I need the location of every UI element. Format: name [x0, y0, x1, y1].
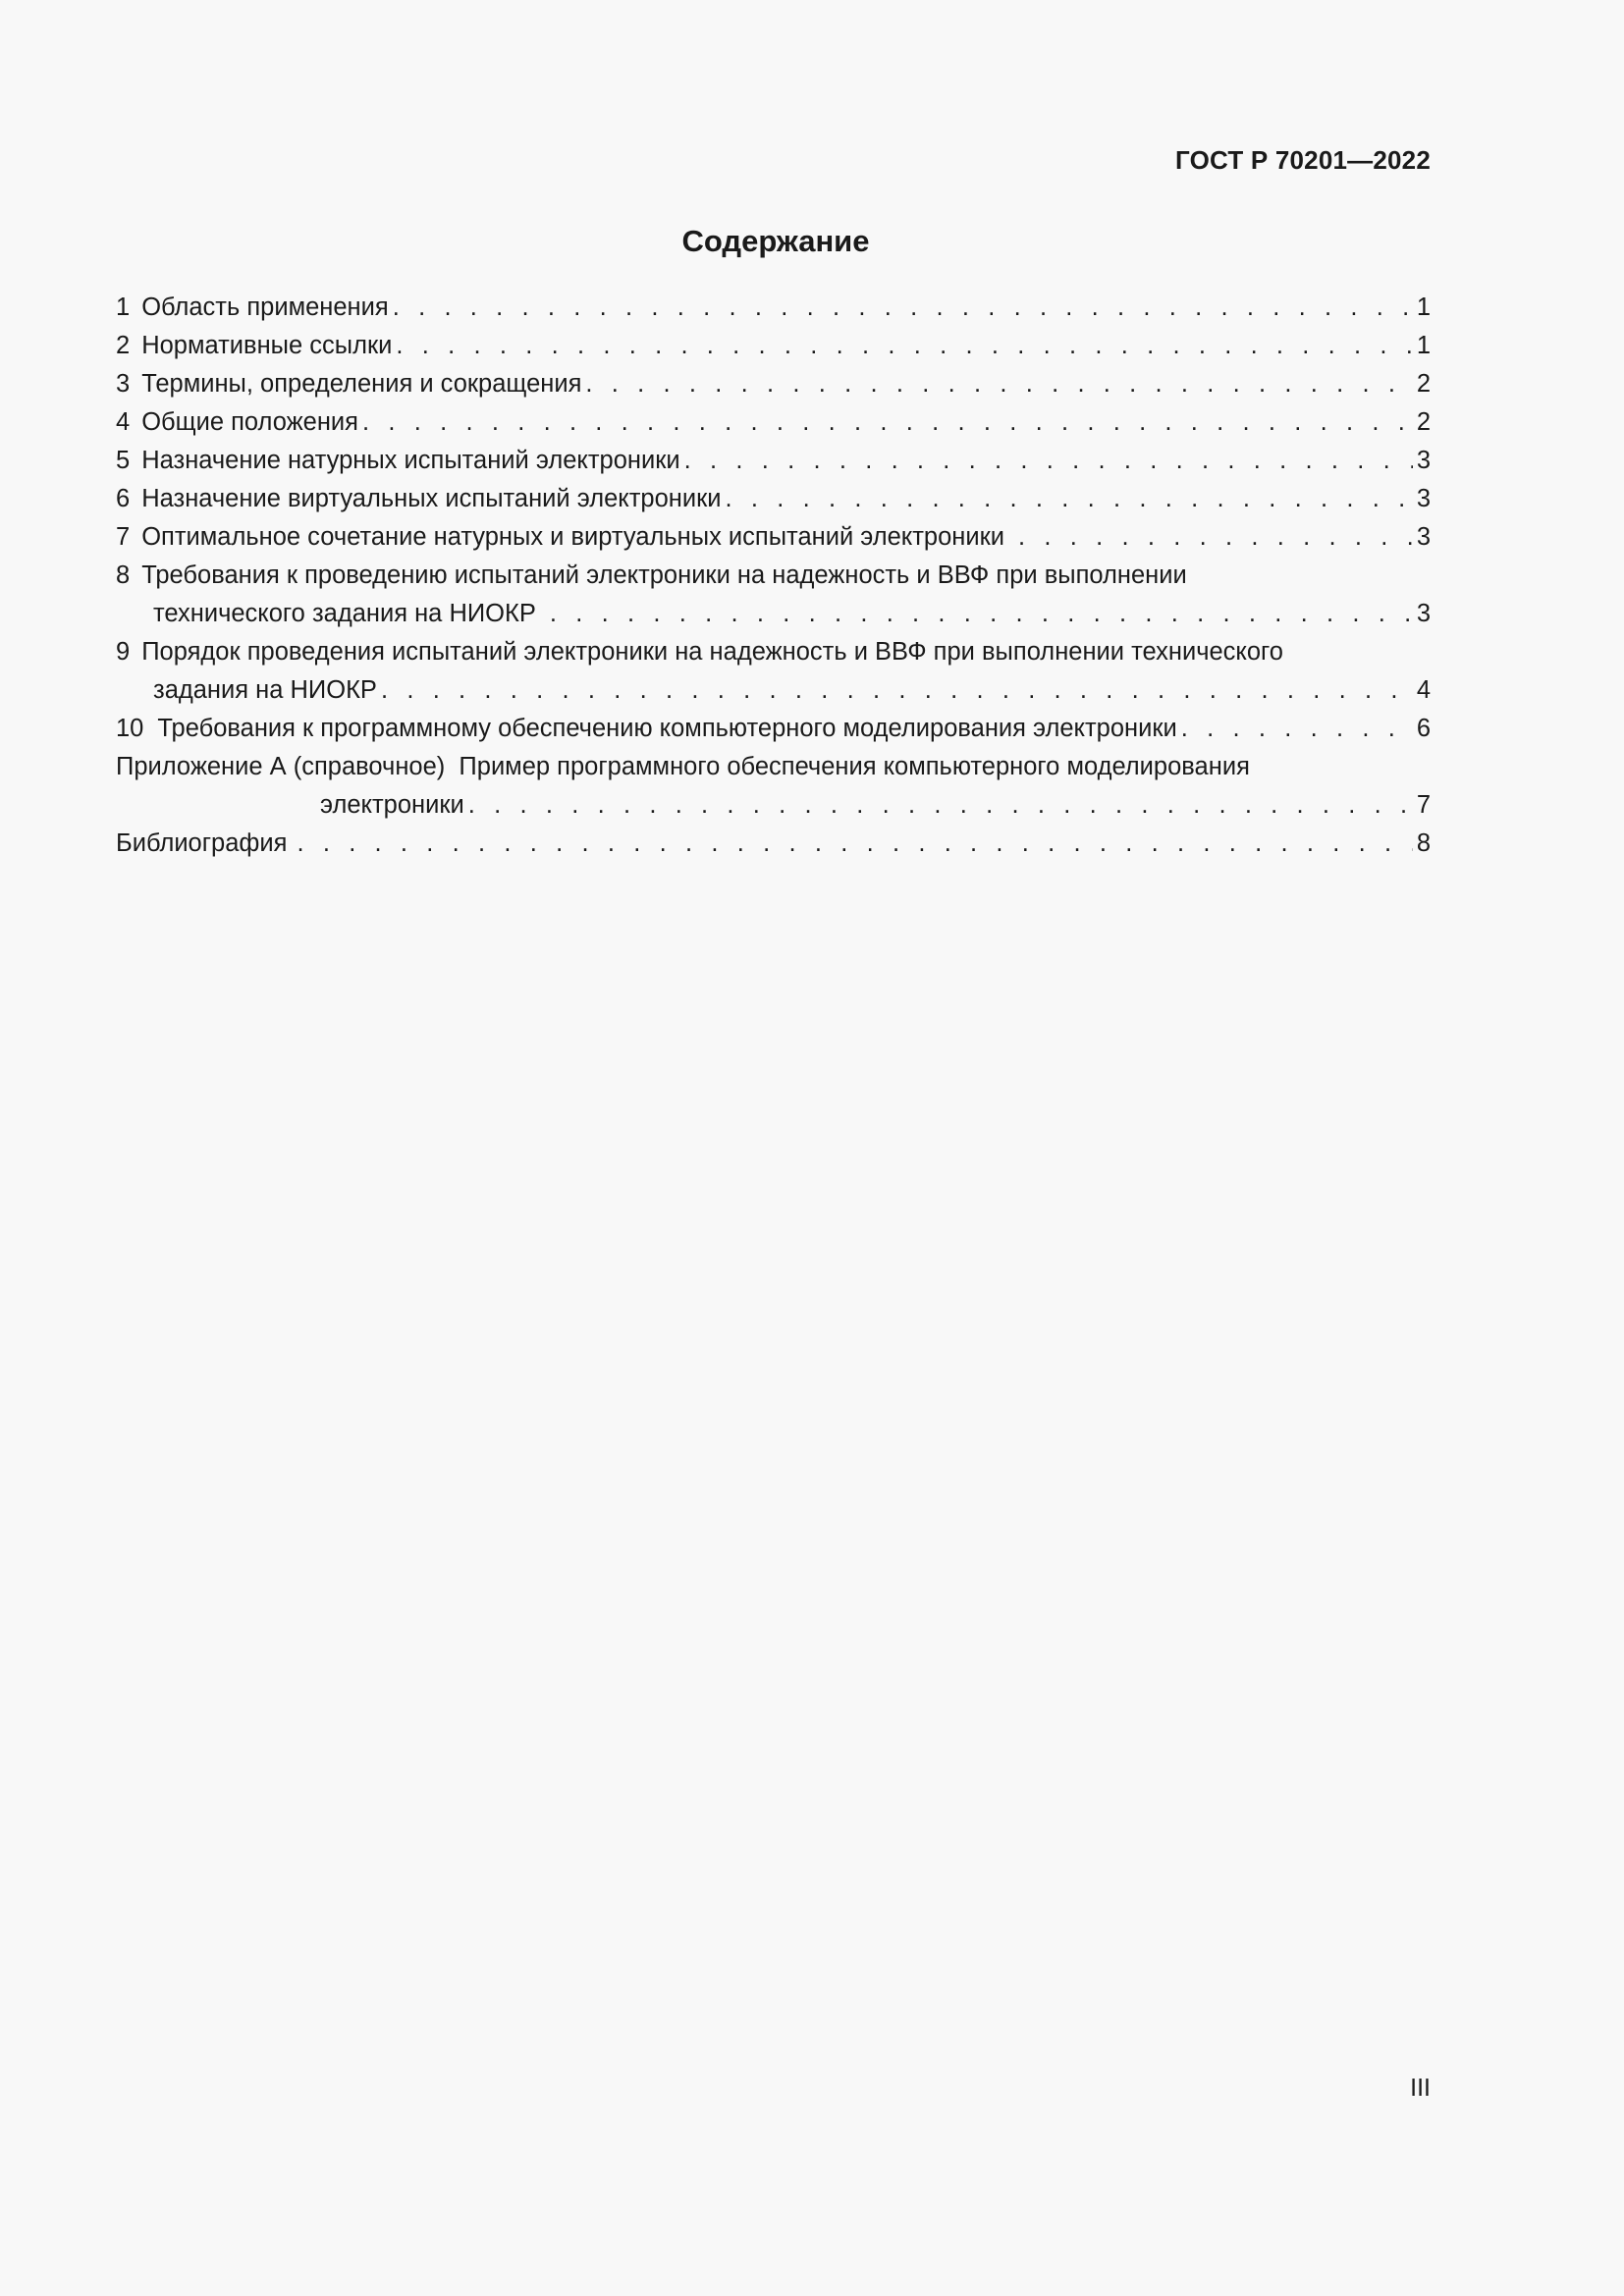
- toc-entry-page: 2: [1416, 408, 1431, 436]
- toc-entry-page: 6: [1416, 715, 1431, 742]
- toc-entry-title: Библиография: [116, 829, 288, 857]
- toc-entry-title-line2: технического задания на НИОКР: [153, 600, 536, 627]
- toc-entry-appendix-a[interactable]: [116, 748, 1431, 825]
- toc-entry-number: 6: [116, 485, 131, 512]
- toc-entry-title: Оптимальное сочетание натурных и виртуальных испытаний электроники: [141, 523, 1005, 551]
- table-of-contents: [116, 289, 1431, 863]
- toc-entry-title-line1: Порядок проведения испытаний электроники на надежность и ВВФ при выполнении технического: [141, 638, 1283, 666]
- toc-entry-number: 1: [116, 294, 131, 321]
- toc-entry-title-line1: Приложение А (справочное) Пример программного обеспечения компьютерного моделирования: [116, 753, 1250, 780]
- toc-entry-page: 4: [1416, 676, 1431, 704]
- toc-entry-7[interactable]: [116, 518, 1431, 557]
- toc-leader-dots: [468, 786, 1413, 825]
- toc-entry-title: Назначение виртуальных испытаний электроники: [141, 485, 722, 512]
- document-code: ГОСТ Р 70201—2022: [1175, 145, 1431, 175]
- toc-entry-10[interactable]: [116, 710, 1431, 748]
- toc-entry-title: Назначение натурных испытаний электроники: [141, 447, 680, 474]
- toc-entry-title: Область применения: [141, 294, 389, 321]
- toc-entry-number: 7: [116, 523, 131, 551]
- toc-title: Содержание: [681, 224, 870, 258]
- toc-entry-9[interactable]: [116, 633, 1431, 710]
- toc-leader-dots: [362, 403, 1413, 442]
- toc-entry-number: 9: [116, 638, 131, 666]
- toc-entry-title-line1: Требования к проведению испытаний электроники на надежность и ВВФ при выполнении: [141, 561, 1187, 589]
- toc-leader-dots: [684, 442, 1413, 480]
- toc-leader-dots: [1181, 710, 1413, 748]
- toc-entry-number: 4: [116, 408, 131, 436]
- toc-entry-number: 8: [116, 561, 131, 589]
- toc-leader-dots: [396, 327, 1412, 365]
- toc-entry-page: 1: [1416, 294, 1431, 321]
- toc-entry-4[interactable]: [116, 403, 1431, 442]
- toc-entry-page: 8: [1416, 829, 1431, 857]
- toc-entry-page: 3: [1416, 523, 1431, 551]
- toc-entry-page: 1: [1416, 332, 1431, 359]
- toc-entry-title: Термины, определения и сокращения: [141, 370, 582, 398]
- toc-entry-number: 5: [116, 447, 131, 474]
- toc-entry-1[interactable]: [116, 289, 1431, 327]
- toc-entry-6[interactable]: [116, 480, 1431, 518]
- page-number: III: [1410, 2074, 1431, 2102]
- toc-entry-title: Общие положения: [141, 408, 358, 436]
- toc-entry-8[interactable]: [116, 557, 1431, 633]
- toc-leader-dots: [725, 480, 1412, 518]
- toc-entry-title: Требования к программному обеспечению компьютерного моделирования электроники: [157, 715, 1177, 742]
- toc-entry-3[interactable]: [116, 365, 1431, 403]
- toc-entry-bibliography[interactable]: [116, 825, 1431, 863]
- toc-entry-title-line2: задания на НИОКР: [153, 676, 377, 704]
- toc-entry-number: 2: [116, 332, 131, 359]
- toc-entry-5[interactable]: [116, 442, 1431, 480]
- toc-entry-2[interactable]: [116, 327, 1431, 365]
- toc-leader-dots: [393, 289, 1413, 327]
- toc-entry-page: 3: [1416, 600, 1431, 627]
- toc-entry-number: 10: [116, 715, 144, 742]
- toc-entry-page: 3: [1416, 485, 1431, 512]
- toc-entry-title-line2: электроники: [320, 791, 464, 819]
- toc-entry-number: 3: [116, 370, 131, 398]
- toc-leader-dots: [585, 365, 1412, 403]
- toc-leader-dots: [550, 595, 1413, 633]
- toc-leader-dots: [1018, 518, 1413, 557]
- toc-leader-dots: [381, 671, 1413, 710]
- toc-entry-page: 7: [1416, 791, 1431, 819]
- toc-entry-title: Нормативные ссылки: [141, 332, 393, 359]
- toc-leader-dots: [297, 825, 1412, 863]
- toc-entry-page: 3: [1416, 447, 1431, 474]
- toc-entry-page: 2: [1416, 370, 1431, 398]
